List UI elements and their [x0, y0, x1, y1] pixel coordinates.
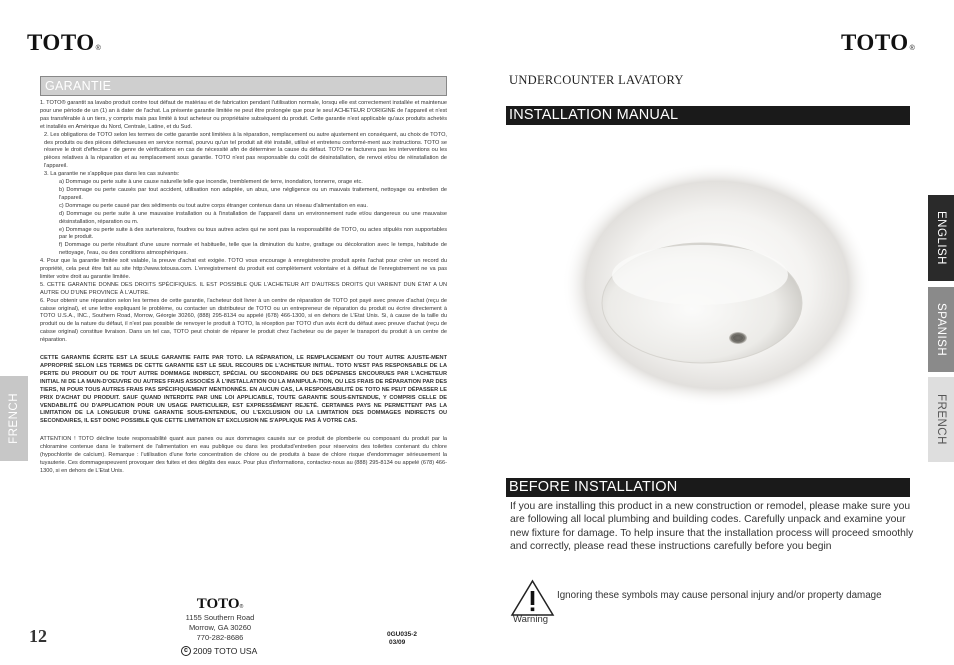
tab-spanish-label: SPANISH	[935, 302, 947, 357]
warranty-paragraph-5: 5. CETTE GARANTIE DONNE DES DROITS SPÉCIFIQUES. IL EST POSSIBLE QUE L'ACHETEUR AIT D'AUTRES DROITS QUI VARIENT DUN ÉTAT A UN AUTRE OU D'UNE PROVINCE À L'AUTRE.	[40, 281, 447, 296]
footer-address-block	[170, 596, 270, 643]
lavatory-basin-image	[562, 163, 872, 408]
warranty-paragraph-6: 6. Pour obtenir une réparation selon les termes de cette garantie, l'acheteur doit livrer à un centre de réparation de TOTO pot payé avec preuve d'achat (reçu de caisse original), et une lettre expliquant le problème, ou contacter un distributeur de TOTO ou un entrepreneur de réparation du produit ou écrire directement à TOTO U.S.A., INC., Southern Road, Morrow, Géorgie 30260, (888) 295-8134 ou appelé (678) 466-1300, si en dehors de L'Etat Unis. Si, à cause de la taille du produit ou de la nature du défaut, il n'est pas possible de renvoyer le produit à TOTO, la réception par TOTO d'un avis écrit du défaut avec preuve d'achat (reçu de caisse original) constitue livraison. Dans un tel cas, TOTO peut choisir de réparer le produit chez l'acheteur ou de payer le transport du produit à un centre de réparation.	[40, 297, 447, 344]
warranty-item-a: a) Dommage ou perte suite à une cause naturelle telle que incendie, tremblement de terre, inondation, tonnerre, orage etc.	[59, 179, 363, 186]
footer-address-line1: 1155 Southern Road	[185, 613, 255, 622]
warranty-item-e: e) Dommage ou perte suite à des surtensions, foudres ou tous autres actes qui ne sont pas la responsabilité de TOTO, ou actes stipulés non supportables par le produit.	[59, 226, 447, 241]
warranty-item-b: b) Dommage ou perte causés par tout accident, utilisation non adaptée, un abus, une négligence ou un mauvais traitement, nettoyage ou entretien de l'appareil.	[59, 186, 447, 201]
doc-code-number: 0GU035-2	[387, 631, 417, 638]
document-code	[387, 631, 417, 647]
warranty-item-c: c) Dommage ou perte causé par des sédiments ou tout autre corps étranger contenus dans un réseau d'alimentation en eau.	[59, 202, 368, 209]
page-number: 12	[29, 626, 47, 646]
before-installation-text: If you are installing this product in a new construction or remodel, please make sure you are following all local plumbing and building codes. Carefully unpack and examine your new fixture for damage. To help insure that the installation process will proceed smoothly and correctly, please read these instructions carefully before you begin	[510, 501, 914, 552]
tab-english[interactable]	[928, 195, 954, 281]
tab-french[interactable]	[928, 377, 954, 462]
product-subtitle: UNDERCOUNTER LAVATORY	[509, 73, 684, 87]
warranty-paragraph-1: 1. TOTO® garantit sa lavabo produit contre tout défaut de matériau et de fabrication pendant l'utilisation normale, lorsqu elle est correctement installée et maintenue pour une période de un (1) an à dater de l'achat. La présente garantie limitée ne peut être prolongée que pour le seul ACHETEUR D'ORIGINE de l'appareil et n'est pas transférable à un tiers, y compris mais pas limité à tout acheteur ou propriétaire subséquent du produit. Cette garantie n'est applicable qu'aux produits achetés et installés en Amérique du Nord, Centrale, Latine, et du Sud.	[40, 100, 447, 130]
tab-french-label: FRENCH	[935, 394, 947, 445]
warranty-paragraph-3: 3. La garantie ne s'applique pas dans les cas suivants:	[44, 171, 180, 178]
copyright-icon: c	[181, 646, 191, 656]
warranty-item-f: f) Dommage ou perte résultant d'une usure normale et habituelle, telle que la diminution du lustre, grattage ou décoloration avec le temps, habitude de nettoyage, l'eau, ou des conditions atmosphériques.	[59, 242, 447, 257]
warranty-paragraph-2: 2. Les obligations de TOTO selon les termes de cette garantie sont limitées à la réparation, remplacement ou autre ajustement en conséquent, au choix de TOTO, des produits ou des pièces défectueuses en service normal, pourvu qu'un tel produit ait été installé, utilisé et entretenu conformé-ment aux instructions. TOTO se réserve le droit d'effectue r de genre de vérifications en cas de nécessité afin de déterminer la cause du défaut. TOTO ne facturera pas les interventions ou les pièces relatives à la réparation et au remplacement sous garantie. TOTO n'est pas responsable du coût de désinstallation, de renvoi et/ou de réinstallation de l'appareil.	[44, 131, 447, 170]
warranty-paragraph-4: 4. Pour que la garantie limitée soit valable, la preuve d'achat est exigée. TOTO vous encourage à enregistrerotre produit après l'achat pour créer un record du propriété, cela peut être fait au site http://www.totousa.com. L'enregistrement du produit est complètement volontaire et à défaut de l'enregistrement ne va pas limiter votre droit au garantie limitée.	[40, 258, 447, 280]
warranty-text	[40, 100, 447, 476]
doc-code-date: 03/09	[389, 639, 406, 646]
installation-manual-heading: INSTALLATION MANUAL	[506, 106, 910, 125]
warranty-item-d: d) Dommage ou perte suite à une mauvaise installation ou à l'installation de l'appareil dans un environnement rude et/ou dangereux ou une mauvaise désinstallation, réparation ou m.	[59, 210, 447, 225]
warning-label: Warning	[513, 614, 549, 625]
warning-text: Ignoring these symbols may cause personal injury and/or property damage	[557, 590, 882, 601]
tab-french-left-label: FRENCH	[8, 393, 20, 444]
before-installation-heading: BEFORE INSTALLATION	[506, 478, 910, 497]
tab-english-label: ENGLISH	[935, 211, 947, 265]
warranty-attention: ATTENTION ! TOTO décline toute responsabilité quant aux panes ou aux dommages causés sur ce produit de plomberie ou composant du produit par la chloramine contenue dans le traitement de l'alimentation en eau publique ou dans les produitsd'entretien pour réservoirs des toilettes contenant du chlore (hypochlorite de calcium). Remarque : l'utilisation d'une forte concentration de chlore ou de produits à base de chlore risque d'endommager sérieusement la tuyauterie. Ces dommagespeuvent provoquer des fuites et des dégâts des eaux. Pour plus d'informations, contactez-nous au (888) 295-8134 ou appelé (678) 466-1300, si en dehors de L'Etat Unis.	[40, 436, 447, 474]
toto-logo-left: TOTO®	[27, 30, 102, 55]
warning-triangle-icon	[510, 578, 555, 618]
tab-french-left[interactable]	[0, 376, 28, 461]
warranty-disclaimer: CETTE GARANTIE ÉCRITE EST LA SEULE GARANTIE FAITE PAR TOTO. LA RÉPARATION, LE REMPLACEMENT OU TOUT AUTRE AJUSTE-MENT APPROPRIÉ SELON LES TERMES DE CETTE GARANTIE EST LE SEUL RECOURS DE L'ACHETEUR INITIAL. TOTO N'EST PAS RESPONSABLE DE LA PERTE DU PRODUIT OU DE TOUT AUTRE DOMMAGE INDIRECT, SPÉCIAL OU SECONDAIRE OU DES DÉPENSES ENCOURUES PAR L'ACHETEUR INITIAL NI DE LA MAIN-D'OEUVRE OU AUTRES FRAIS ASSOCIÉS À L'INSTALLATION OU LA MANIPULA-TION, OU LES FRAIS DE RÉPARATION PAR DES TIERS, NI POUR TOUS AUTRES FRAIS PAS SPÉCIFIQUEMENT MENTIONNÉS. EN AUCUN CAS, LA RESPONSABILITÉ DE TOTO NE PEUT DÉPASSER LE PRIX D'ACHAT DU PRODUIT. SAUF QUAND INTERDITE PAR UNE LOI APPLICABLE, TOUTE GARANTIE SOUS-ENTENDUE, Y COMPRIS CELLE DE VENDABILITÉ OU D'APPLICATION POUR UN USAGE PARTICULIER, EST EXPRESSÉMENT REJETÉ. CERTAINES PAYS NE PERMETTENT PAS LA LIMITATION DE LA LONGUEUR D'UNE GARANTIE SOUS-ENTENDUE, OU L'EXCLUSION OU LA LIMITATION DES DOMMAGES INDIRECTS OU SECONDAIRES, IL EST DONC POSSIBLE QUE CETTE LIMITATION ET EXCLUSION NE S'APPLIQUE PAS À VOTRE CAS.	[40, 355, 447, 425]
copyright-text: 2009 TOTO USA	[193, 646, 258, 656]
toto-logo-footer: TOTO®	[196, 596, 244, 612]
footer-phone: 770-282-8686	[196, 633, 244, 642]
copyright	[181, 646, 257, 656]
tab-spanish[interactable]	[928, 287, 954, 372]
footer-address-line2: Morrow, GA 30260	[188, 623, 252, 632]
toto-logo-right: TOTO®	[841, 30, 916, 55]
garantie-section-header: GARANTIE	[40, 76, 447, 96]
